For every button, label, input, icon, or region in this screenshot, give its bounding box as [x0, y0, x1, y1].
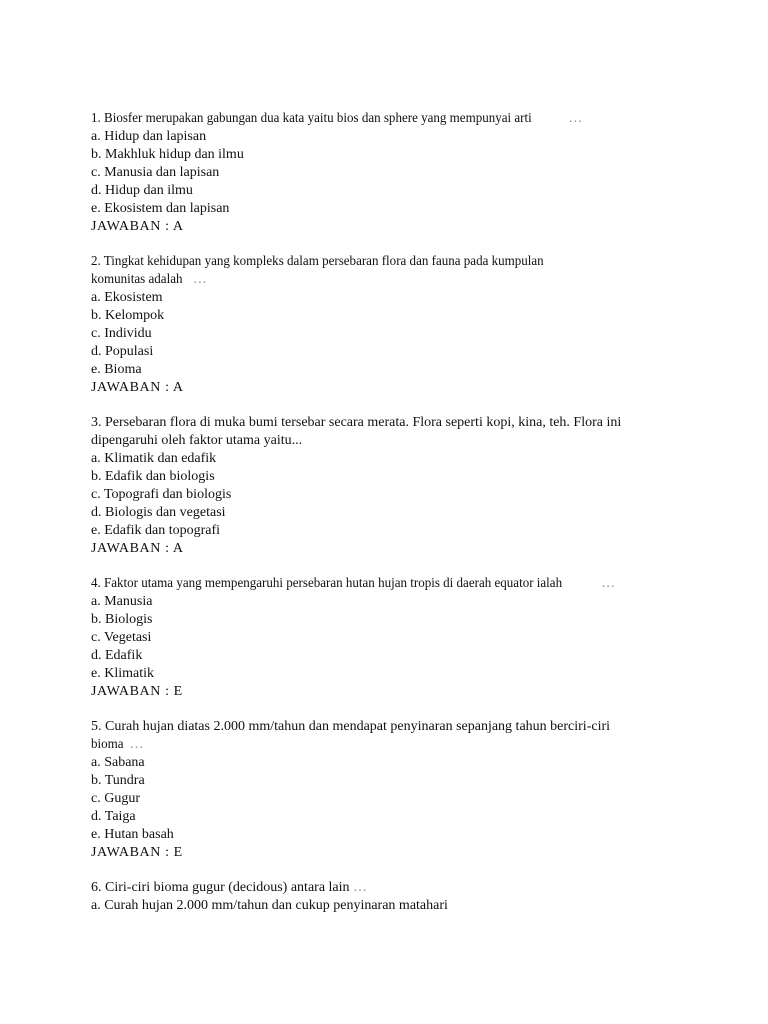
option-e: e. Edafik dan topografi: [91, 523, 221, 538]
option-d: d. Hidup dan ilmu: [91, 183, 193, 198]
option-d: d. Edafik: [91, 648, 143, 663]
option-a: a. Manusia: [91, 594, 153, 609]
option-d: d. Populasi: [91, 344, 154, 359]
question-3: [91, 414, 691, 558]
option-c: c. Manusia dan lapisan: [91, 165, 220, 180]
option-a: a. Ekosistem: [91, 290, 163, 305]
question-text: 4. Faktor utama yang mempengaruhi persebaran hutan hujan tropis di daerah equator ialah …: [91, 576, 616, 591]
question-5: [91, 718, 691, 862]
ellipsis: …: [568, 111, 583, 126]
option-c: c. Individu: [91, 326, 152, 341]
answer-line: JAWABAN : A: [91, 541, 184, 556]
option-a: a. Sabana: [91, 755, 145, 770]
question-6: [91, 879, 691, 915]
answer-line: JAWABAN : A: [91, 219, 184, 234]
question-4: [91, 575, 691, 701]
option-e: e. Hutan basah: [91, 827, 174, 842]
question-2: [91, 253, 691, 397]
ellipsis: …: [601, 576, 616, 591]
answer-line: JAWABAN : A: [91, 380, 184, 395]
option-b: b. Makhluk hidup dan ilmu: [91, 147, 244, 162]
option-c: c. Topografi dan biologis: [91, 487, 232, 502]
option-e: e. Bioma: [91, 362, 142, 377]
question-text: 3. Persebaran flora di muka bumi tersebar secara merata. Flora seperti kopi, kina, teh. Flora ini dipengaruhi oleh faktor utama yaitu...: [91, 415, 622, 448]
question-1: [91, 110, 691, 236]
answer-line: JAWABAN : E: [91, 684, 183, 699]
option-c: c. Vegetasi: [91, 630, 152, 645]
option-b: b. Tundra: [91, 773, 145, 788]
option-b: b. Edafik dan biologis: [91, 469, 215, 484]
option-a: a. Curah hujan 2.000 mm/tahun dan cukup penyinaran matahari: [91, 898, 448, 913]
question-text: 5. Curah hujan diatas 2.000 mm/tahun dan mendapat penyinaran sepanjang tahun berciri-ciri bioma …: [91, 719, 611, 752]
option-b: b. Biologis: [91, 612, 153, 627]
option-b: b. Kelompok: [91, 308, 165, 323]
question-text: 6. Ciri-ciri bioma gugur (decidous) antara lain …: [91, 880, 368, 895]
question-list: [91, 110, 691, 932]
option-d: d. Taiga: [91, 809, 136, 824]
option-e: e. Klimatik: [91, 666, 154, 681]
question-text: 1. Biosfer merupakan gabungan dua kata yaitu bios dan sphere yang mempunyai arti …: [91, 111, 583, 126]
option-e: e. Ekosistem dan lapisan: [91, 201, 230, 216]
ellipsis: …: [192, 272, 207, 287]
answer-line: JAWABAN : E: [91, 845, 183, 860]
ellipsis: …: [353, 880, 368, 895]
option-a: a. Hidup dan lapisan: [91, 129, 207, 144]
option-c: c. Gugur: [91, 791, 140, 806]
option-a: a. Klimatik dan edafik: [91, 451, 217, 466]
question-text: 2. Tingkat kehidupan yang kompleks dalam persebaran flora dan fauna pada kumpulan komunitas adalah …: [91, 254, 544, 287]
ellipsis: …: [129, 737, 144, 752]
option-d: d. Biologis dan vegetasi: [91, 505, 226, 520]
